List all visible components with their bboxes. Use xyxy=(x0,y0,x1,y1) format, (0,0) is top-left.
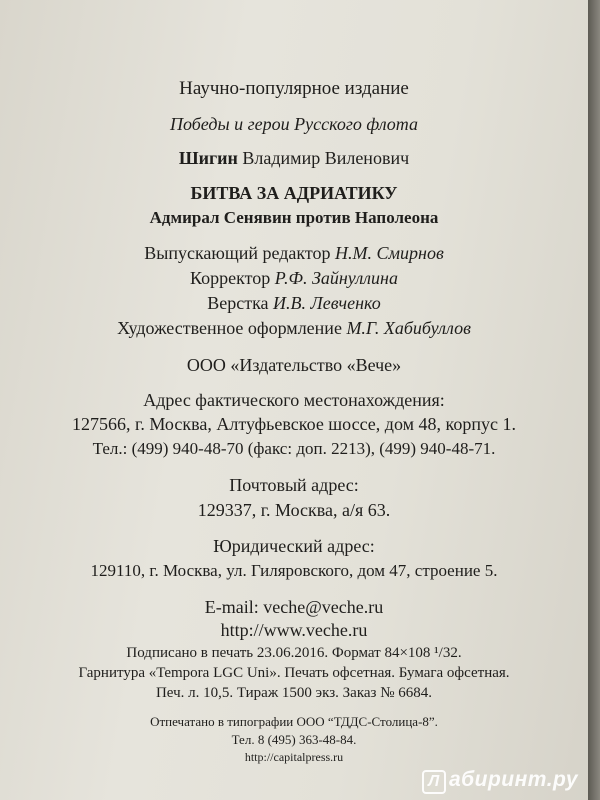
author-line xyxy=(0,148,588,169)
labirint-watermark xyxy=(422,768,578,794)
credit-name: М.Г. Хабибуллов xyxy=(346,318,471,338)
credit-proofreader xyxy=(0,268,588,289)
labirint-logo-icon: Л xyxy=(422,770,446,794)
publisher-phone: Тел.: (499) 940-48-70 (факс: доп. 2213), (499) 940-48-71. xyxy=(92,439,496,458)
credit-layout xyxy=(0,293,588,314)
credit-art-design xyxy=(0,318,588,339)
author-surname: Шигин xyxy=(178,148,238,168)
author-given-name: Владимир Виленович xyxy=(242,148,410,168)
edition-type: Научно-популярное издание xyxy=(179,78,409,99)
series-title: Победы и герои Русского флота xyxy=(169,114,418,134)
actual-address: 127566, г. Москва, Алтуфьевское шоссе, дом 48, корпус 1. xyxy=(72,414,516,434)
actual-address-label: Адрес фактического местонахождения: xyxy=(143,390,445,410)
credit-editor xyxy=(0,243,588,264)
imprint-print-run: Печ. л. 10,5. Тираж 1500 экз. Заказ № 6684. xyxy=(155,685,433,701)
credit-name: Н.М. Смирнов xyxy=(335,243,444,263)
printer-name: Отпечатано в типографии ООО “ТДДС-Столица-8”. xyxy=(150,714,438,729)
credit-name: И.В. Левченко xyxy=(273,293,381,313)
imprint-typeface-paper: Гарнитура «Tempora LGC Uni». Печать офсетная. Бумага офсетная. xyxy=(78,665,510,681)
printer-phone: Тел. 8 (495) 363-48-84. xyxy=(231,732,357,747)
credit-role: Выпускающий редактор xyxy=(144,243,331,263)
credit-role: Художественное оформление xyxy=(117,318,342,338)
publisher-email: E-mail: veche@veche.ru xyxy=(204,597,384,617)
publisher-name: ООО «Издательство «Вече» xyxy=(186,355,402,375)
imprint-signed-format: Подписано в печать 23.06.2016. Формат 84×108 ¹/32. xyxy=(126,645,462,661)
credit-role: Верстка xyxy=(207,293,269,313)
legal-address-label: Юридический адрес: xyxy=(213,536,375,556)
publisher-website: http://www.veche.ru xyxy=(220,620,368,640)
legal-address: 129110, г. Москва, ул. Гиляровского, дом 47, строение 5. xyxy=(90,561,498,580)
book-title: БИТВА ЗА АДРИАТИКУ xyxy=(190,183,398,203)
credit-name: Р.Ф. Зайнуллина xyxy=(274,268,398,288)
credit-role: Корректор xyxy=(190,268,271,288)
postal-address-label: Почтовый адрес: xyxy=(229,475,359,495)
printer-website: http://capitalpress.ru xyxy=(244,750,344,764)
book-subtitle: Адмирал Сенявин против Наполеона xyxy=(149,208,439,227)
watermark-text: абиринт.ру xyxy=(448,768,578,791)
postal-address: 129337, г. Москва, а/я 63. xyxy=(197,500,391,520)
page-edge-shadow xyxy=(588,0,600,800)
